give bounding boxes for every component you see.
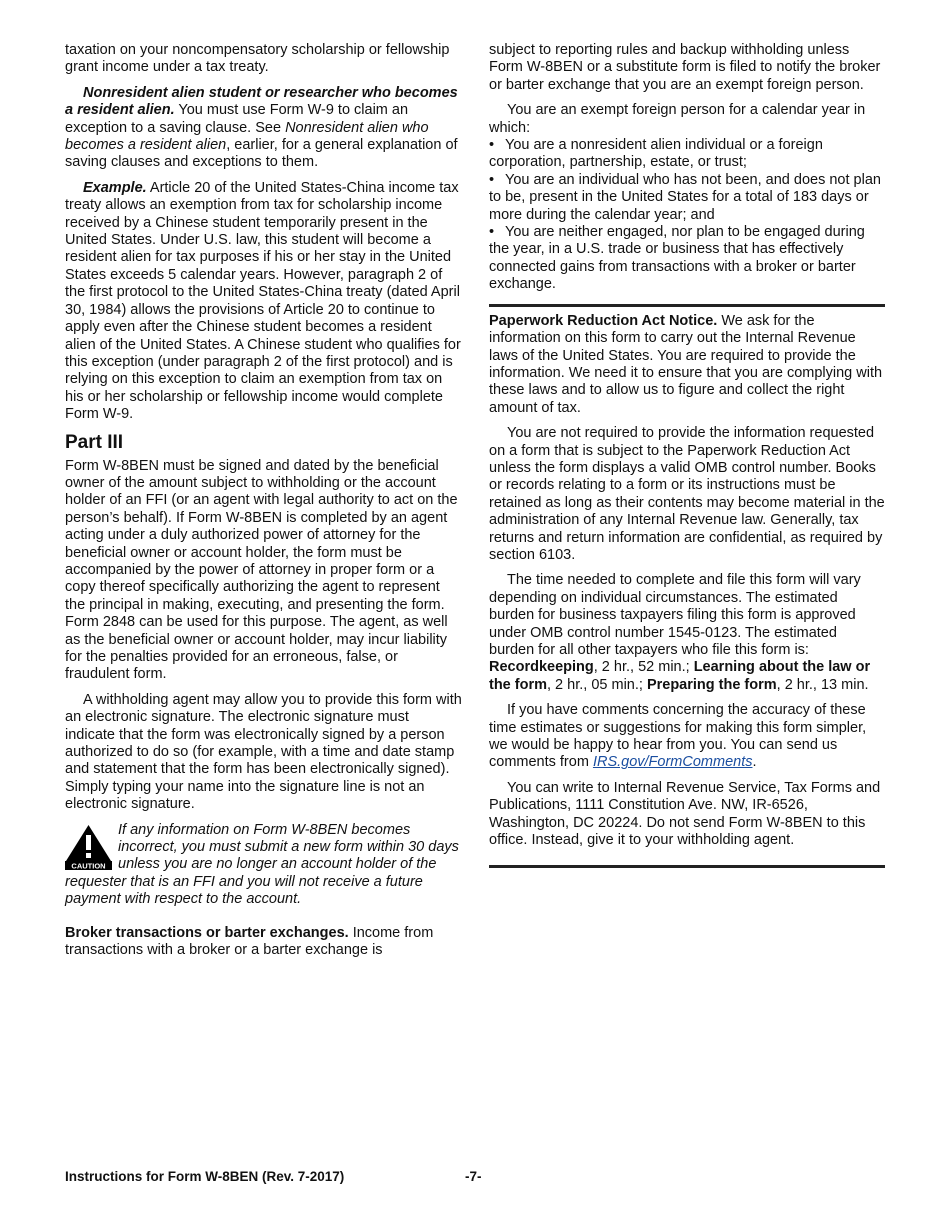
paragraph-heading: Paperwork Reduction Act Notice. [489, 312, 718, 329]
left-column [65, 42, 462, 968]
caution-label: CAUTION [71, 861, 106, 870]
paragraph-heading: Broker transactions or barter exchanges. [65, 924, 349, 941]
bullet-icon: • [489, 224, 495, 241]
example-paragraph: Example. Article 20 of the United States-China income tax treaty allows an exemption from tax for scholarship income received by a Chinese student temporarily present in the United States. Under U.S. law, this student will become a resident alien for tax purposes if his or her stay in the United States exceeds 5 calendar years. However, paragraph 2 of the first protocol to the United States-China treaty (dated April 30, 1984) allows the provisions of Article 20 to continue to apply even after the Chinese student becomes a resident alien of the United States. A Chinese student who qualifies for this exception (under paragraph 2 of the first protocol) and is relying on this exception to claim an exemption from tax on his or her scholarship or fellowship income would complete Form W-9. [65, 179, 461, 423]
paragraph-heading: Nonresident alien student or researcher who becomes a resident alien. [65, 84, 458, 119]
divider [489, 865, 885, 868]
caution-icon [65, 824, 112, 870]
paragraph-heading: Example. [83, 179, 147, 196]
bullet-icon: • [489, 171, 495, 188]
bullet-item: • You are an individual who has not been, and does not plan to be, present in the United States for a total of 183 days or more during the calendar year; and [489, 171, 881, 223]
page-number: -7- [465, 1169, 482, 1184]
bullet-item: • You are neither engaged, nor plan to be engaged during the year, in a U.S. trade or business that has effectively connected gains from transactions with a broker or barter exchange. [489, 224, 865, 293]
paragraph: Nonresident alien student or researcher who becomes a resident alien. You must use Form W-9 to claim an exception to a saving clause. See Nonresident alien who becomes a resident alien, earlier, for a general explanation of saving clauses and exceptions to them. [65, 84, 458, 171]
divider [489, 304, 885, 307]
paragraph: Form W-8BEN must be signed and dated by the beneficial owner of the amount subject to withholding or the account holder of an FFI (or an agent with legal authority to act on the person’s behalf). If Form W-8BEN is completed by an agent acting under a duly authorized power of attorney for the beneficial owner or account holder, the form must be accompanied by the power of attorney in proper form or a copy thereof specifically authorizing the agent to represent the principal in making, executing, and presenting the form. Form 2848 can be used for this purpose. The agent, as well as the beneficial owner or account holder, may incur liability for the penalties provided for an erroneous, false, or fraudulent form. [65, 457, 458, 683]
form-comments-link[interactable]: IRS.gov/FormComments [592, 754, 753, 771]
paragraph: The time needed to complete and file this form will vary depending on individual circumstances. The estimated burden for business taxpayers filing this form is approved under OMB control number 1545-0123. The estimated burden for all other taxpayers who file this form is: Recordkeeping, 2 hr., 52 min.; Learning about the law or the form, 2 hr., 05 min.; Preparing the form, 2 hr., 13 min. [489, 572, 871, 693]
caution-box [65, 822, 462, 909]
paragraph: Broker transactions or barter exchanges. Income from transactions with a broker or a barter exchange is [65, 924, 434, 959]
right-column [489, 42, 885, 874]
paragraph: Paperwork Reduction Act Notice. We ask for the information on this form to carry out the Internal Revenue laws of the United States. You are required to provide the information. We need it to ensure that you are complying with these laws and to allow us to figure and collect the right amount of tax. [489, 312, 883, 416]
section-heading: Part III [65, 431, 124, 453]
paragraph: If you have comments concerning the accuracy of these time estimates or suggestions for making this form simpler, we would be happy to hear from you. You can send us comments from IRS.gov/FormComments. [489, 702, 867, 771]
bullet-item: • You are a nonresident alien individual or a foreign corporation, partnership, estate, or trust; [489, 137, 823, 171]
footer-title: Instructions for Form W-8BEN (Rev. 7-2017) [65, 1169, 345, 1184]
paragraph: You can write to Internal Revenue Service, Tax Forms and Publications, 1111 Constitution Ave. NW, IR-6526, Washington, DC 20224. Do not send Form W-8BEN to this office. Instead, give it to your withholding agent. [489, 779, 881, 849]
paragraph: subject to reporting rules and backup withholding unless Form W-8BEN or a substitute form is filed to notify the broker or barter exchange that you are an exempt foreign person. [489, 42, 881, 93]
caution-text: If any information on Form W-8BEN becomes incorrect, you must submit a new form within 30 days unless you are no longer an account holder of the requester that is an FFI and you will not receive a future payment with respect to the account. [65, 821, 459, 908]
paragraph: A withholding agent may allow you to provide this form with an electronic signature. The electronic signature must indicate that the form was electronically signed by a person authorized to do so (for example, with a time and date stamp and statement that the form has been electronically signed). Simply typing your name into the signature line is not an electronic signature. [65, 691, 462, 813]
paragraph: You are an exempt foreign person for a calendar year in which: [489, 102, 866, 136]
bullet-icon: • [489, 137, 495, 154]
cross-reference: Nonresident alien who becomes a resident alien [65, 119, 429, 154]
paragraph: taxation on your noncompensatory scholarship or fellowship grant income under a tax treaty. [65, 42, 450, 76]
paragraph: You are not required to provide the information requested on a form that is subject to the Paperwork Reduction Act unless the form displays a valid OMB control number. Books or records relating to a form or its instructions must be retained as long as their contents may become material in the administration of any Internal Revenue law. Generally, tax returns and return information are confidential, as required by section 6103. [489, 425, 885, 563]
